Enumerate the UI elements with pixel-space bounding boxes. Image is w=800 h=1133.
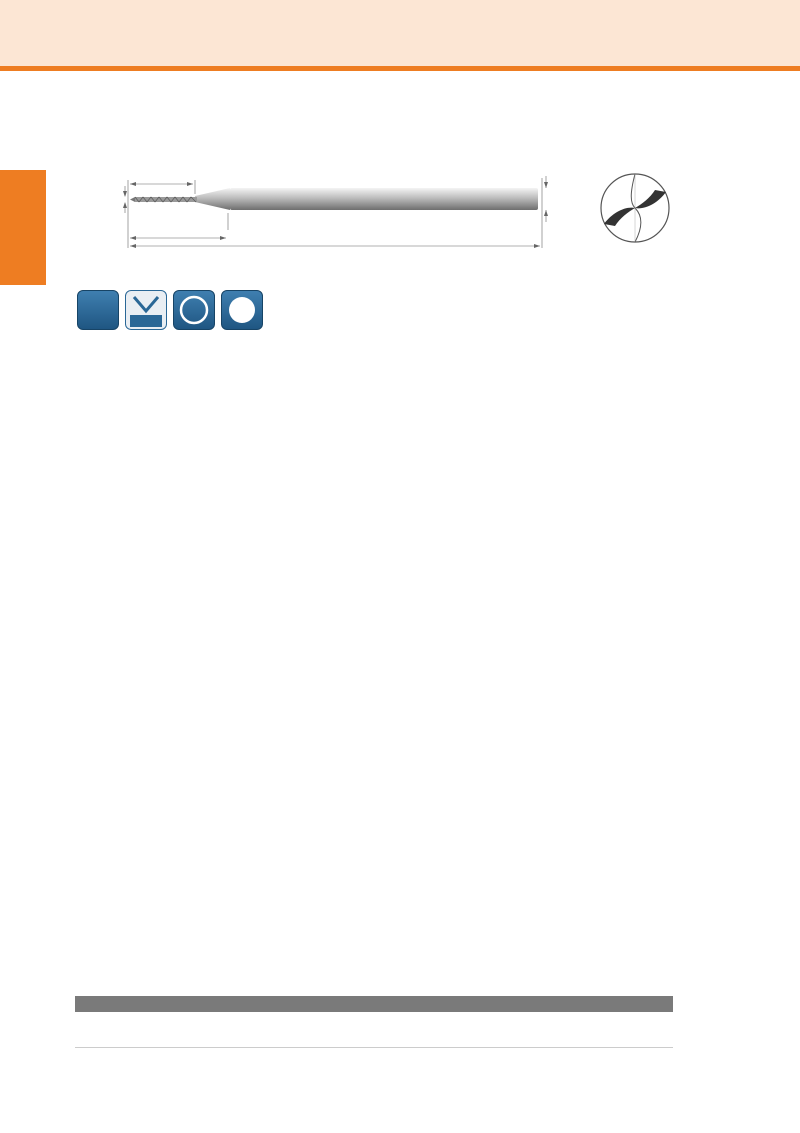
drill-drawing — [110, 158, 580, 258]
point-geometry-drawing — [590, 168, 680, 248]
drills-side-tab — [0, 170, 46, 285]
page-header — [0, 0, 800, 66]
feature-icons — [77, 290, 263, 330]
material-columns — [75, 1012, 673, 1048]
workpiece-material-table — [75, 996, 673, 1048]
drill-taper — [195, 188, 230, 210]
material-table-title — [75, 996, 673, 1012]
drill-shank — [230, 188, 538, 210]
left-hand-icon — [173, 290, 215, 330]
point-angle-icon — [125, 290, 167, 330]
micrograin-icon — [77, 290, 119, 330]
header-divider — [0, 66, 800, 71]
two-flute-icon — [221, 290, 263, 330]
